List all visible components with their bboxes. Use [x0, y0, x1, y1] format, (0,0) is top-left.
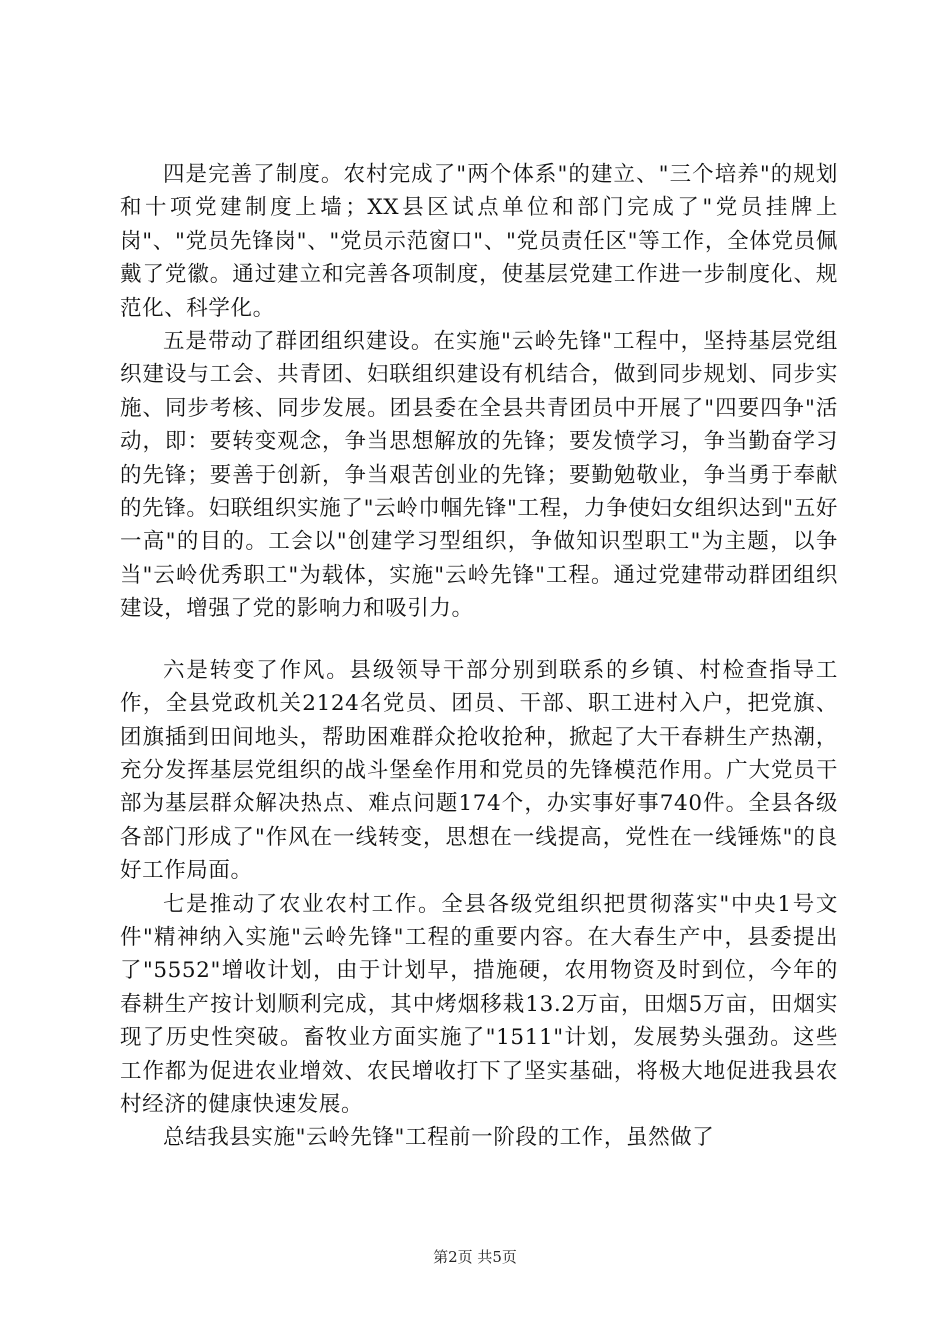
paragraph-six: 六是转变了作风。县级领导干部分别到联系的乡镇、村检查指导工作，全县党政机关2124名党员、团员、干部、职工进村入户，把党旗、团旗插到田间地头，帮助困难群众抢收抢种，掀起了大干春耕生产热潮，充分发挥基层党组织的战斗堡垒作用和党员的先锋模范作用。广大党员干部为基层群众解决热点、难点问题174个，办实事好事740件。全县各级各部门形成了"作风在一线转变，思想在一线提高，党性在一线锤炼"的良好工作局面。: [120, 657, 838, 884]
paragraph-seven: 七是推动了农业农村工作。全县各级党组织把贯彻落实"中央1号文件"精神纳入实施"云岭先锋"工程的重要内容。在大春生产中，县委提出了"5552"增收计划，由于计划早，措施硬，农用物资及时到位，今年的春耕生产按计划顺利完成，其中烤烟移栽13.2万亩，田烟5万亩，田烟实现了历史性突破。畜牧业方面实施了"1511"计划，发展势头强劲。这些工作都为促进农业增效、农民增收打下了坚实基础，将极大地促进我县农村经济的健康快速发展。: [120, 891, 838, 1117]
page-number-indicator: 第2页 共5页: [433, 1248, 517, 1266]
paragraph-four: 四是完善了制度。农村完成了"两个体系"的建立、"三个培养"的规划和十项党建制度上墙；XX县区试点单位和部门完成了"党员挂牌上岗"、"党员先锋岗"、"党员示范窗口"、"党员责任区"等工作，全体党员佩戴了党徽。通过建立和完善各项制度，使基层党建工作进一步制度化、规范化、科学化。: [120, 162, 838, 321]
document-body: [120, 158, 838, 1155]
paragraph-summary: 总结我县实施"云岭先锋"工程前一阶段的工作，虽然做了: [163, 1125, 715, 1151]
page-footer: [0, 1247, 950, 1267]
paragraph-five: 五是带动了群团组织建设。在实施"云岭先锋"工程中，坚持基层党组织建设与工会、共青团、妇联组织建设有机结合，做到同步规划、同步实施、同步考核、同步发展。团县委在全县共青团员中开展了"四要四争"活动，即：要转变观念，争当思想解放的先锋；要发愤学习，争当勤奋学习的先锋；要善于创新，争当艰苦创业的先锋；要勤勉敬业，争当勇于奉献的先锋。妇联组织实施了"云岭巾帼先锋"工程，力争使妇女组织达到"五好一高"的目的。工会以"创建学习型组织，争做知识型职工"为主题，以争当"云岭优秀职工"为载体，实施"云岭先锋"工程。通过党建带动群团组织建设，增强了党的影响力和吸引力。: [120, 329, 838, 622]
